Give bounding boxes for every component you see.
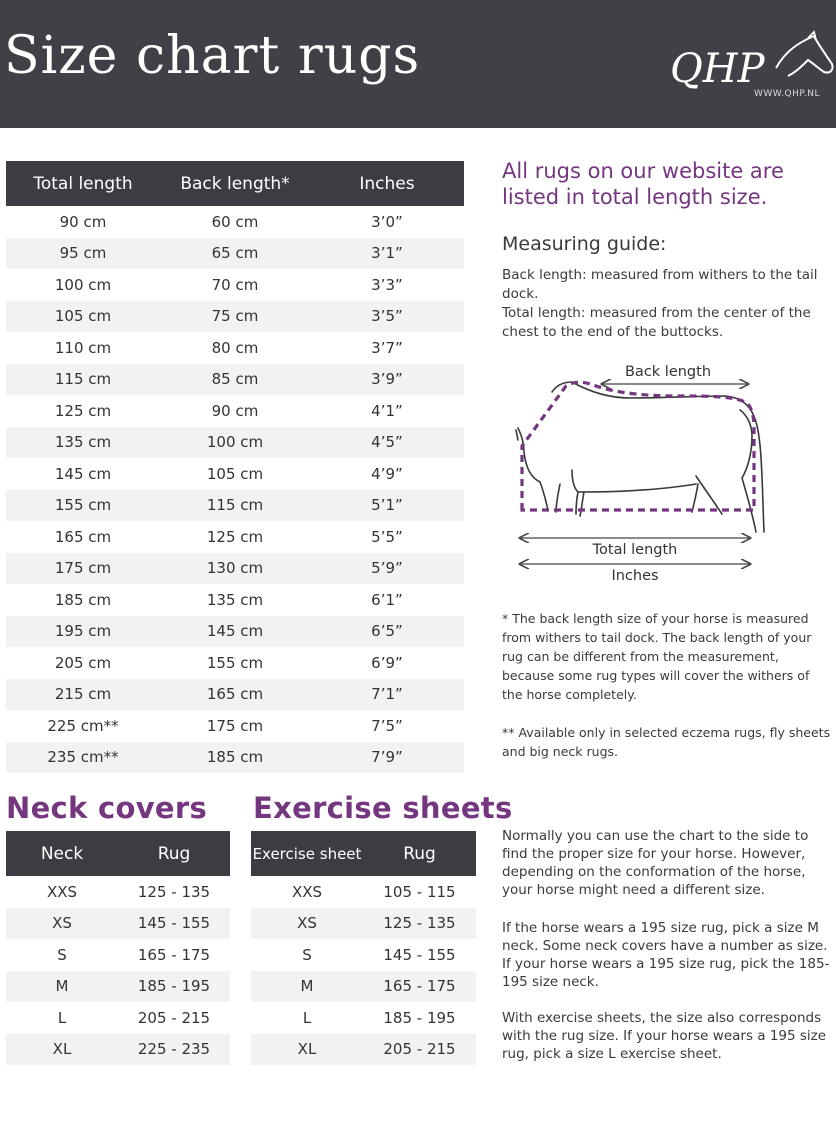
header-rug: Rug bbox=[118, 831, 230, 876]
table-header-row bbox=[6, 161, 464, 206]
table-cell: 185 - 195 bbox=[118, 971, 230, 1003]
table-cell: 5’5” bbox=[371, 527, 403, 546]
table-row bbox=[251, 908, 476, 940]
exercise-sheets-title: Exercise sheets bbox=[253, 791, 513, 825]
table-row bbox=[6, 679, 464, 711]
measuring-guide-title: Measuring guide: bbox=[502, 233, 667, 255]
table-header-row bbox=[6, 831, 230, 876]
table-row bbox=[6, 395, 464, 427]
general-sizing-paragraph: Normally you can use the chart to the side to find the proper size for your horse. However, depending on the conformation of the horse, your horse might need a different size. bbox=[502, 828, 809, 898]
page-header bbox=[0, 0, 836, 128]
table-cell: 7’1” bbox=[310, 679, 464, 711]
table-cell: 125 - 135 bbox=[137, 882, 211, 901]
table-cell: 185 cm bbox=[54, 590, 112, 609]
table-cell: 100 cm bbox=[160, 427, 310, 459]
table-row bbox=[6, 364, 464, 396]
table-cell: S bbox=[57, 945, 67, 964]
table-row bbox=[6, 332, 464, 364]
table-cell: 145 - 155 bbox=[118, 908, 230, 940]
table-cell: 125 - 135 bbox=[363, 908, 476, 940]
exercise-sheets-table bbox=[251, 831, 476, 1065]
table-cell: 4’9” bbox=[371, 464, 403, 483]
inches-label: Inches bbox=[611, 568, 659, 584]
table-row bbox=[6, 971, 230, 1003]
table-row bbox=[251, 876, 476, 908]
table-row bbox=[6, 742, 464, 774]
table-cell: 6’5” bbox=[310, 616, 464, 648]
page-title: Size chart rugs bbox=[4, 26, 421, 86]
table-row bbox=[6, 710, 464, 742]
table-cell: 125 cm bbox=[54, 401, 112, 420]
table-cell: 235 cm** bbox=[6, 742, 160, 774]
table-row bbox=[6, 876, 230, 908]
table-cell: 225 - 235 bbox=[118, 1034, 230, 1066]
table-row bbox=[6, 490, 464, 522]
table-cell: 90 cm bbox=[211, 401, 259, 420]
table-cell: 195 cm bbox=[6, 616, 160, 648]
table-cell: 5’1” bbox=[310, 490, 464, 522]
table-cell: XL bbox=[6, 1034, 118, 1066]
table-cell: 70 cm bbox=[211, 275, 259, 294]
table-cell: 105 - 115 bbox=[383, 882, 456, 901]
table-cell: 205 - 215 bbox=[363, 1034, 476, 1066]
total-length-definition: Total length: measured from the center of the chest to the end of the buttocks. bbox=[502, 305, 811, 340]
table-cell: 5’9” bbox=[310, 553, 464, 585]
back-length-definition: Back length: measured from withers to the tail dock. bbox=[502, 267, 818, 302]
table-cell: M bbox=[251, 971, 363, 1003]
table-cell: 165 cm bbox=[160, 679, 310, 711]
table-header-row bbox=[251, 831, 476, 876]
table-cell: 115 cm bbox=[6, 364, 160, 396]
header-rug: Rug bbox=[363, 831, 476, 876]
table-cell: 130 cm bbox=[160, 553, 310, 585]
table-cell: 185 cm bbox=[160, 742, 310, 774]
table-cell: 90 cm bbox=[59, 212, 107, 231]
table-row bbox=[6, 301, 464, 333]
table-cell: 7’9” bbox=[310, 742, 464, 774]
table-cell: 3’1” bbox=[310, 238, 464, 270]
table-cell: 175 cm bbox=[6, 553, 160, 585]
table-row bbox=[251, 1034, 476, 1066]
total-length-label: Total length bbox=[592, 542, 678, 558]
table-cell: 75 cm bbox=[160, 301, 310, 333]
table-row bbox=[6, 647, 464, 679]
header-exercise-sheet: Exercise sheet bbox=[251, 831, 363, 876]
table-cell: 4’1” bbox=[371, 401, 403, 420]
table-cell: XXS bbox=[46, 882, 78, 901]
neck-covers-table bbox=[6, 831, 230, 1065]
table-cell: 115 cm bbox=[160, 490, 310, 522]
table-cell: XS bbox=[251, 908, 363, 940]
table-cell: M bbox=[6, 971, 118, 1003]
availability-footnote: ** Available only in selected eczema rugs, fly sheets and big neck rugs. bbox=[502, 725, 831, 759]
table-cell: 80 cm bbox=[211, 338, 259, 357]
horse-measurement-diagram bbox=[500, 352, 780, 592]
table-row bbox=[6, 427, 464, 459]
neck-covers-title: Neck covers bbox=[6, 791, 208, 825]
table-cell: 110 cm bbox=[54, 338, 112, 357]
table-cell: 145 - 155 bbox=[383, 945, 456, 964]
table-cell: 165 - 175 bbox=[137, 945, 211, 964]
table-cell: 225 cm** bbox=[47, 716, 119, 735]
table-row bbox=[6, 939, 230, 971]
table-cell: 205 - 215 bbox=[137, 1008, 211, 1027]
table-cell: 4’5” bbox=[310, 427, 464, 459]
table-cell: L bbox=[57, 1008, 67, 1027]
table-cell: 105 cm bbox=[206, 464, 264, 483]
table-cell: 65 cm bbox=[160, 238, 310, 270]
table-row bbox=[6, 1034, 230, 1066]
rug-size-table bbox=[6, 161, 464, 773]
header-total-length: Total length bbox=[6, 161, 160, 206]
table-row bbox=[6, 908, 230, 940]
table-cell: 100 cm bbox=[54, 275, 112, 294]
table-cell: XL bbox=[251, 1034, 363, 1066]
header-back-length: Back length* bbox=[160, 161, 310, 206]
table-cell: 175 cm bbox=[206, 716, 264, 735]
table-row bbox=[6, 553, 464, 585]
table-row bbox=[6, 238, 464, 270]
table-cell: 165 - 175 bbox=[363, 971, 476, 1003]
table-cell: 3’9” bbox=[310, 364, 464, 396]
table-row bbox=[6, 458, 464, 490]
table-cell: 6’1” bbox=[371, 590, 403, 609]
table-cell: S bbox=[302, 945, 312, 964]
table-row bbox=[6, 1002, 230, 1034]
table-cell: 155 cm bbox=[206, 653, 264, 672]
table-row bbox=[6, 521, 464, 553]
back-length-footnote: * The back length size of your horse is measured from withers to tail dock. The back length of your rug can be different from the measurement, because some rug types will cover the withers of the horse completely. bbox=[502, 611, 812, 702]
table-cell: 3’3” bbox=[371, 275, 403, 294]
table-cell: 105 cm bbox=[6, 301, 160, 333]
neck-sizing-paragraph: If the horse wears a 195 size rug, pick a size M neck. Some neck covers have a number as size. If your horse wears a 195 size rug, pick the 185-195 size neck. bbox=[502, 920, 830, 990]
table-cell: 125 cm bbox=[206, 527, 264, 546]
table-cell: 155 cm bbox=[6, 490, 160, 522]
table-row bbox=[6, 269, 464, 301]
table-cell: 135 cm bbox=[6, 427, 160, 459]
table-cell: 135 cm bbox=[206, 590, 264, 609]
table-cell: XS bbox=[6, 908, 118, 940]
table-cell: 185 - 195 bbox=[383, 1008, 456, 1027]
table-cell: 85 cm bbox=[160, 364, 310, 396]
exercise-sizing-paragraph: With exercise sheets, the size also corresponds with the rug size. If your horse wears a 195 size rug, pick a size L exercise sheet. bbox=[502, 1010, 827, 1062]
table-cell: 145 cm bbox=[160, 616, 310, 648]
table-cell: 3’7” bbox=[371, 338, 403, 357]
table-cell: 60 cm bbox=[211, 212, 259, 231]
back-length-label: Back length bbox=[624, 364, 712, 380]
table-cell: 7’5” bbox=[371, 716, 403, 735]
table-cell: 6’9” bbox=[371, 653, 403, 672]
table-row bbox=[6, 206, 464, 238]
table-row bbox=[6, 616, 464, 648]
logo-url: WWW.QHP.NL bbox=[754, 89, 821, 99]
headline: All rugs on our website are listed in total length size. bbox=[502, 159, 784, 209]
table-row bbox=[251, 1002, 476, 1034]
table-cell: L bbox=[302, 1008, 312, 1027]
table-cell: 205 cm bbox=[54, 653, 112, 672]
header-neck: Neck bbox=[6, 831, 118, 876]
table-row bbox=[251, 971, 476, 1003]
table-row bbox=[6, 584, 464, 616]
logo-text: QHP bbox=[670, 46, 765, 92]
header-inches: Inches bbox=[310, 161, 464, 206]
table-cell: 95 cm bbox=[6, 238, 160, 270]
table-cell: 3’0” bbox=[371, 212, 403, 231]
table-cell: 215 cm bbox=[6, 679, 160, 711]
table-cell: 165 cm bbox=[54, 527, 112, 546]
table-cell: 3’5” bbox=[310, 301, 464, 333]
table-cell: XXS bbox=[291, 882, 323, 901]
table-row bbox=[251, 939, 476, 971]
table-cell: 145 cm bbox=[54, 464, 112, 483]
